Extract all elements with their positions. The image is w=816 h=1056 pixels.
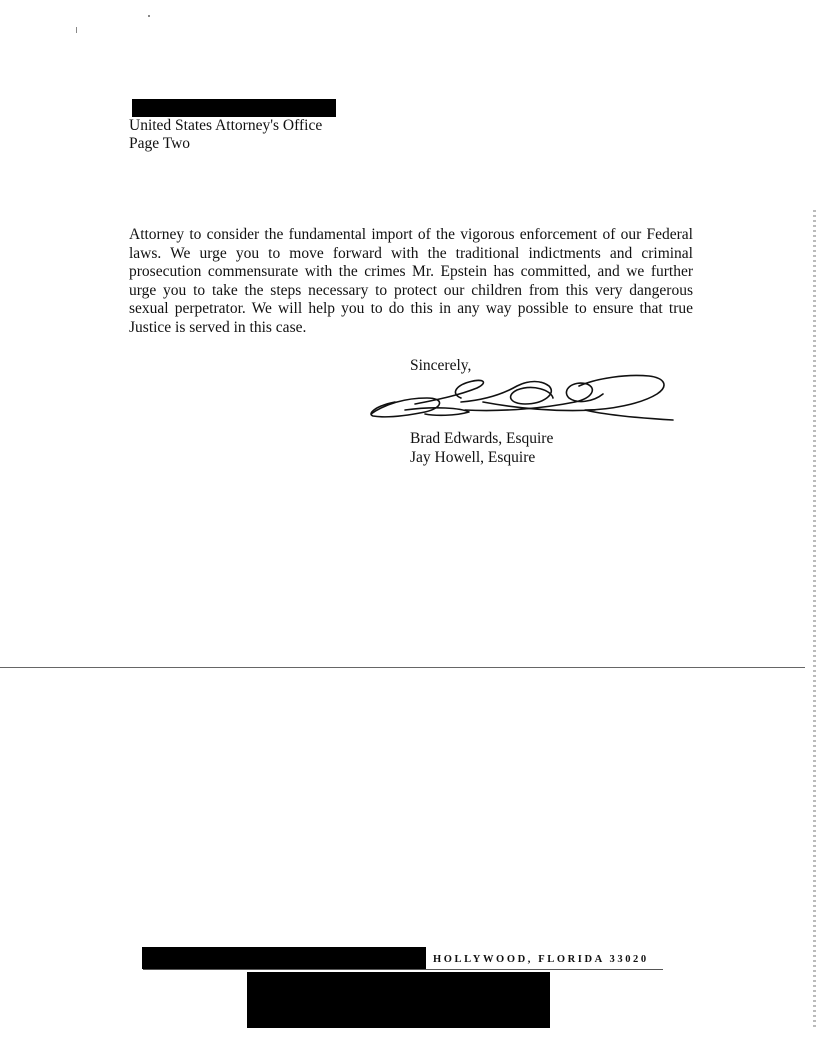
letter-body xyxy=(129,226,693,338)
scan-speck xyxy=(148,15,150,17)
body-line: Attorney to consider the fundamental import of the vigorous enforcement of our Federal xyxy=(129,226,693,243)
body-line: Justice is served in this case. xyxy=(129,318,307,336)
body-line: sexual perpetrator. We will help you to do this in any way possible to ensure that true xyxy=(129,300,693,318)
body-line: urge you to take the steps necessary to protect our children from this very dangerous xyxy=(129,281,693,299)
redacted-footer-contact xyxy=(247,972,550,1028)
signer-block xyxy=(410,429,553,467)
body-line: prosecution commensurate with the crimes Mr. Epstein has committed, and we further xyxy=(129,263,693,281)
page-fold-line xyxy=(0,667,805,668)
closing-salutation: Sincerely, xyxy=(410,357,472,374)
signer-name: Jay Howell, Esquire xyxy=(410,449,536,466)
recipient-office: United States Attorney's Office xyxy=(129,117,323,134)
redacted-recipient xyxy=(132,99,336,117)
body-line: laws. We urge you to move forward with the traditional indictments and criminal xyxy=(129,244,693,262)
redacted-footer-address xyxy=(142,947,426,969)
signer-name: Brad Edwards, Esquire xyxy=(410,430,554,447)
handwritten-signature xyxy=(365,372,680,432)
footer-address: HOLLYWOOD, FLORIDA 33020 xyxy=(433,954,649,965)
scan-speck xyxy=(76,27,77,33)
footer-rule xyxy=(143,969,663,970)
page-indicator: Page Two xyxy=(129,135,191,152)
letter-header xyxy=(129,117,322,153)
